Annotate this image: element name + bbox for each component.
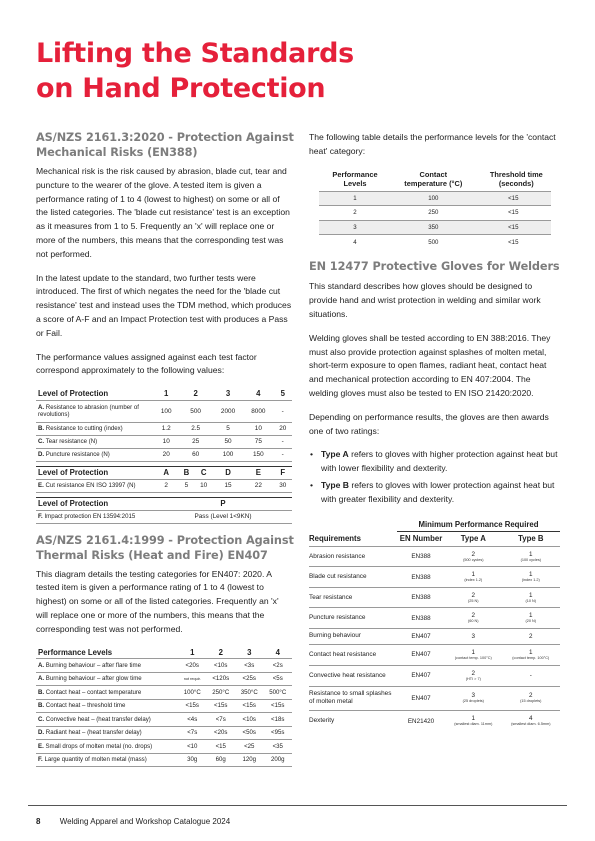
table-cell: EN407: [397, 665, 445, 686]
table-header: 3: [213, 388, 243, 400]
table-header: 4: [243, 388, 273, 400]
mechanical-heading-line-2: Mechanical Risks (EN388): [36, 146, 198, 159]
table-header-row: [36, 466, 292, 479]
table-header: Performance Levels: [332, 169, 378, 188]
table-header: A: [154, 466, 178, 479]
table-cell: <4s: [178, 713, 207, 727]
table-cell: <2s: [264, 659, 293, 673]
table-row: [319, 206, 551, 221]
type-b-value: 2: [529, 632, 533, 640]
table-cell: 30g: [178, 753, 207, 767]
table-cell: EN388: [397, 567, 445, 588]
page-number: 8: [36, 817, 41, 826]
type-b-note: (contact temp. 100°C): [512, 655, 550, 660]
mechanical-paragraph-1: Mechanical risk is the risk caused by abrasion, blade cut, tear and puncture to the wearer of the glove. A tested item is given a performance rating of 1 to 4 (lowest to highest) on some or all of the listed categories. The 'blade cut resistance' test is an exception as it measures from 1 to 5. Frequently an 'x' will replace one or more of the numbers, this means that the corresponding test was not performed.: [36, 166, 290, 259]
table-cell: [502, 567, 560, 588]
table-header: Type A: [460, 534, 486, 544]
table-header: F: [273, 466, 292, 479]
table-cell: EN21420: [397, 710, 445, 731]
table-cell: [445, 644, 502, 665]
type-b-value: 1: [529, 550, 533, 558]
welders-paragraph-1: This standard describes how gloves should be designed to provide hand and wrist protection in welding and similar work situations.: [309, 281, 541, 320]
table-cell: <120s: [207, 672, 236, 686]
table-cell: <5s: [264, 672, 293, 686]
table-cell: 10: [243, 422, 273, 435]
mechanical-heading: [36, 130, 292, 160]
table-cell: 30: [273, 479, 292, 492]
table-cell: 10: [194, 479, 212, 492]
table-cell: <15s: [235, 699, 264, 713]
rating-type-label: Type A: [321, 449, 349, 460]
table-header: Type B: [518, 534, 544, 544]
table-cell: 120g: [235, 753, 264, 767]
table-header: 2: [178, 388, 213, 400]
table-cell: <7s: [207, 713, 236, 727]
table-cell: Pass (Level 1<9KN): [154, 510, 292, 523]
thermal-paragraph-1: This diagram details the testing categories for EN407: 2020. A tested item is given a performance rating of 1 to 4 (lowest to highest) on some or all of the listed categories. Frequently an 'x' will replace one or more of the numbers, this means that the corresponding test was not performed.: [36, 568, 279, 634]
page-footer: [36, 817, 230, 827]
table-row: [319, 220, 551, 235]
welders-paragraph-2: Welding gloves shall be tested according to EN 388:2016. They must also provide protection against splashes of molten metal, short-term exposure to open flames, radiant heat, contact heat and mechanical protection according to EN 407:2004. The welding gloves must also be tested to EN ISO 21420:2020.: [309, 332, 551, 399]
table-header: 2: [207, 647, 236, 659]
table-header: 1: [178, 647, 207, 659]
table-cell: [502, 710, 560, 731]
table-cell: 2.5: [178, 422, 213, 435]
table-cell: <15s: [264, 699, 293, 713]
table-cell: -: [273, 400, 292, 422]
table-cell: [445, 567, 502, 588]
table-cell: -: [273, 448, 292, 461]
row-letter: C.: [38, 438, 45, 446]
table-cell: 25: [178, 435, 213, 448]
table-header: Requirements: [309, 534, 361, 544]
type-b-note: (15 droplets): [520, 699, 542, 704]
table-header-row: [309, 531, 560, 546]
table-cell: [445, 686, 502, 710]
type-a-value: 3: [471, 692, 476, 700]
table-cell: <95s: [264, 726, 293, 740]
table-cell: <15: [476, 220, 551, 235]
type-b-note: (index 1.2): [521, 578, 540, 583]
table-row: [319, 235, 551, 250]
table-cell: <25: [235, 740, 264, 754]
table-cell: <15s: [178, 699, 207, 713]
table-row: [36, 448, 292, 461]
type-b-value: 1: [529, 591, 533, 599]
table-cell-label: [36, 400, 154, 422]
table-cell-label: [36, 479, 154, 492]
table-cell: EN407: [397, 686, 445, 710]
table-cell: 150: [243, 448, 273, 461]
type-a-note: (index 1.2): [464, 578, 483, 583]
table-cell: not requir.: [178, 672, 207, 686]
contact-heat-table: [319, 170, 551, 250]
table-row: [36, 686, 292, 700]
row-letter: B.: [38, 702, 45, 710]
type-a-value: 2: [471, 669, 476, 677]
rating-type-label: Type B: [321, 480, 350, 491]
table-header: 5: [273, 388, 292, 400]
table-cell-label: [36, 753, 178, 767]
table-header: 1: [154, 388, 178, 400]
table-cell: <10s: [235, 713, 264, 727]
row-label: Contact heat – threshold time: [45, 702, 126, 710]
table-cell: [502, 644, 560, 665]
table-cell: 20: [154, 448, 178, 461]
table-header-row: [36, 497, 292, 510]
table-cell: 500: [391, 235, 476, 250]
table-cell-requirement: Blade cut resistance: [309, 567, 397, 588]
table-cell: [502, 665, 560, 686]
table-cell-label: [36, 740, 178, 754]
footer-catalogue-title: Welding Apparel and Workshop Catalogue 2024: [59, 817, 231, 826]
type-a-note: (smallest diam. 11mm): [454, 722, 493, 727]
table-header: Level of Protection: [36, 466, 154, 479]
type-b-value: 4: [529, 715, 533, 723]
list-item: [309, 447, 560, 475]
table-header: Level of Protection: [36, 497, 154, 510]
type-a-value: 1: [471, 648, 476, 656]
type-a-note: (25 droplets): [462, 699, 484, 704]
row-label: Burning behaviour – after glow time: [45, 675, 142, 683]
table-cell-label: [36, 435, 154, 448]
rating-list: [309, 447, 560, 506]
mechanical-levels-table: [36, 388, 292, 524]
row-label: Tear resistance (N): [45, 438, 98, 446]
table-header: EN Number: [399, 534, 443, 544]
table-cell-requirement: Resistance to small splashes of molten metal: [309, 686, 397, 710]
table-cell-requirement: Contact heat resistance: [309, 644, 397, 665]
table-cell: [502, 686, 560, 710]
table-cell: 350: [391, 220, 476, 235]
type-b-value: 1: [529, 648, 533, 656]
table-cell: 75: [243, 435, 273, 448]
table-cell: <15: [476, 191, 551, 206]
row-letter: F.: [38, 513, 43, 521]
table-cell: 250°C: [207, 686, 236, 700]
row-letter: D.: [38, 451, 45, 459]
row-label: Impact protection EN 13594:2015: [44, 513, 136, 521]
table-header: Contact temperature (°C): [404, 169, 463, 188]
type-a-note: (500 cycles): [463, 557, 484, 562]
table-row: [36, 510, 292, 523]
table-cell-requirement: Puncture resistance: [309, 608, 397, 629]
table-header: Performance Levels: [36, 647, 178, 659]
table-cell: <50s: [235, 726, 264, 740]
row-letter: F.: [38, 756, 43, 764]
row-label: Cut resistance EN ISO 13997 (N): [45, 482, 136, 490]
table-row: [36, 699, 292, 713]
row-letter: A.: [38, 675, 45, 683]
table-cell: 2: [319, 206, 391, 221]
table-cell: 4: [319, 235, 391, 250]
table-cell: 8000: [243, 400, 273, 422]
table-cell-label: [36, 659, 178, 673]
table-cell-requirement: Dexterity: [309, 710, 397, 731]
table-cell: <7s: [178, 726, 207, 740]
rating-description: refers to gloves with higher protection against heat but with lower flexibility and dexterity.: [321, 449, 558, 474]
table-cell: 22: [243, 479, 273, 492]
table-cell: 50: [213, 435, 243, 448]
row-letter: E.: [38, 482, 44, 490]
table-cell: <3s: [235, 659, 264, 673]
table-cell-requirement: Convective heat resistance: [309, 665, 397, 686]
table-row: [319, 191, 551, 206]
table-cell: <35: [264, 740, 293, 754]
row-letter: B.: [38, 425, 45, 433]
table-cell-label: [36, 672, 178, 686]
type-b-note: (smallest diam. 6.5mm): [511, 722, 551, 727]
thermal-heading-line-2: Thermal Risks (Heat and Fire) EN407: [36, 548, 268, 562]
table-cell: <20s: [207, 726, 236, 740]
type-b-value: -: [529, 672, 532, 680]
thermal-heading: [36, 533, 292, 563]
table-cell: EN407: [397, 644, 445, 665]
table-cell: [445, 628, 502, 644]
type-a-value: 1: [471, 715, 476, 723]
table-cell: EN388: [397, 608, 445, 629]
list-item: [309, 478, 560, 506]
table-cell: 3: [319, 220, 391, 235]
type-a-note: (25 N): [468, 598, 479, 603]
table-header: 4: [264, 647, 293, 659]
table-cell: [502, 546, 560, 567]
table-row: [36, 422, 292, 435]
table-cell: [445, 587, 502, 608]
table-cell: [445, 710, 502, 731]
table-row: [36, 740, 292, 754]
table-row: [309, 587, 560, 608]
type-b-value: 1: [529, 571, 533, 579]
table-row: [36, 753, 292, 767]
type-a-value: 2: [471, 591, 476, 599]
table-cell: [445, 665, 502, 686]
table-row: [309, 628, 560, 644]
table-cell: <10: [178, 740, 207, 754]
right-column: [309, 131, 560, 731]
table-row: [309, 608, 560, 629]
type-a-note: (60 N): [468, 619, 479, 624]
table-cell: 500: [178, 400, 213, 422]
table-cell-requirement: Tear resistance: [309, 587, 397, 608]
table-header: P: [154, 497, 292, 510]
table-cell: [445, 608, 502, 629]
type-b-value: 2: [529, 692, 533, 700]
table-cell: [445, 546, 502, 567]
table-header-row: [36, 388, 292, 400]
row-label: Small drops of molten metal (no. drops): [45, 742, 153, 750]
table-cell: 10: [154, 435, 178, 448]
table-header-row: [319, 170, 551, 192]
row-label: Contact heat – contact temperature: [45, 688, 142, 696]
table-cell: EN388: [397, 546, 445, 567]
table-header: D: [213, 466, 243, 479]
table-header: E: [243, 466, 273, 479]
table-cell: 1.2: [154, 422, 178, 435]
table-row: [309, 665, 560, 686]
type-a-value: 2: [471, 550, 476, 558]
table-group-header-row: [309, 518, 560, 531]
table-cell: [502, 608, 560, 629]
thermal-levels-table: [36, 647, 292, 768]
table-cell: [502, 628, 560, 644]
left-column: [36, 130, 292, 767]
table-cell: 5: [178, 479, 194, 492]
table-cell: <15: [476, 206, 551, 221]
table-cell-label: [36, 686, 178, 700]
table-row: [309, 567, 560, 588]
table-cell: 1: [319, 191, 391, 206]
type-b-note: (100 cycles): [520, 557, 542, 562]
row-letter: D.: [38, 729, 45, 737]
table-cell: <15: [476, 235, 551, 250]
contact-heat-intro: The following table details the performance levels for the 'contact heat' category:: [309, 132, 556, 156]
type-b-note: (10 N): [525, 598, 537, 603]
type-b-value: 1: [529, 612, 533, 620]
row-letter: E.: [38, 742, 44, 750]
table-cell: <20s: [178, 659, 207, 673]
table-row: [36, 672, 292, 686]
table-row: [309, 546, 560, 567]
thermal-heading-line-1: AS/NZS 2161.4:1999 - Protection Against: [36, 533, 294, 547]
type-a-value: 2: [471, 612, 476, 620]
table-row: [36, 659, 292, 673]
table-cell: 20: [273, 422, 292, 435]
table-cell-label: [36, 726, 178, 740]
row-label: Resistance to cutting (index): [45, 425, 123, 433]
table-cell-label: [36, 448, 154, 461]
row-label: Burning behaviour – after flare time: [45, 661, 141, 669]
welders-paragraph-3: Depending on performance results, the gloves are then awards one of two ratings:: [309, 411, 549, 436]
rating-description: refers to gloves with lower protection against heat but with greater flexibility and dexterity.: [321, 480, 555, 505]
table-cell: 15: [213, 479, 243, 492]
table-header-row: [36, 647, 292, 659]
table-cell-requirement: Abrasion resistance: [309, 546, 397, 567]
table-cell: EN407: [397, 628, 445, 644]
table-row: [36, 713, 292, 727]
table-header: Level of Protection: [36, 388, 154, 400]
table-header: Threshold time (seconds): [489, 169, 543, 188]
type-a-note: (contact temp. 100°C): [454, 655, 492, 660]
table-cell: <18s: [264, 713, 293, 727]
row-label: Convective heat – (heat transfer delay): [45, 715, 151, 723]
row-letter: A.: [38, 661, 45, 669]
page-title: [36, 36, 556, 106]
table-row: [36, 435, 292, 448]
mechanical-paragraph-3: The performance values assigned against each test factor correspond approximately to the following values:: [36, 351, 257, 376]
table-cell-label: [36, 699, 178, 713]
table-row: [309, 686, 560, 710]
table-header: 3: [235, 647, 264, 659]
mechanical-paragraph-2: In the latest update to the standard, two further tests were introduced. The first of which negates the need for the 'blade cut resistance' test and instead uses the TDM method, which produces a score of A-F and an Impact Protection test with produces a Pass or Fail.: [36, 272, 292, 338]
table-cell: 60: [178, 448, 213, 461]
table-cell-label: [36, 713, 178, 727]
row-label: Radiant heat – (heat transfer delay): [45, 729, 142, 737]
table-cell: 100: [213, 448, 243, 461]
table-cell: EN388: [397, 587, 445, 608]
table-header: C: [194, 466, 212, 479]
table-cell: [502, 587, 560, 608]
table-cell: <25s: [235, 672, 264, 686]
row-letter: A.: [38, 404, 45, 412]
table-cell-requirement: Burning behaviour: [309, 628, 397, 644]
table-cell: 100: [391, 191, 476, 206]
row-label: Puncture resistance (N): [45, 451, 110, 459]
table-row: [309, 710, 560, 731]
footer-divider: [28, 805, 567, 806]
table-cell: 2000: [213, 400, 243, 422]
type-a-value: 1: [471, 571, 476, 579]
page-title-line-1: Lifting the Standards: [36, 38, 354, 69]
table-cell: 2: [154, 479, 178, 492]
table-group-header: Minimum Performance Required: [397, 518, 560, 531]
welder-requirements-table: [309, 518, 560, 731]
table-cell: <15: [207, 740, 236, 754]
table-cell: 100: [154, 400, 178, 422]
table-cell: <15s: [207, 699, 236, 713]
type-b-note: (20 N): [525, 619, 537, 624]
table-cell-label: [36, 422, 154, 435]
row-letter: C.: [38, 715, 45, 723]
table-cell: 250: [391, 206, 476, 221]
table-cell: <10s: [207, 659, 236, 673]
table-row: [36, 479, 292, 492]
type-a-value: 3: [471, 632, 476, 640]
table-cell: 200g: [264, 753, 293, 767]
row-letter: B.: [38, 688, 45, 696]
table-cell-label: [36, 510, 154, 523]
table-cell: 100°C: [178, 686, 207, 700]
table-row: [36, 400, 292, 422]
table-cell: -: [273, 435, 292, 448]
table-cell: 350°C: [235, 686, 264, 700]
type-a-note: (HTI > 7): [465, 676, 481, 681]
table-cell: 500°C: [264, 686, 293, 700]
table-header: B: [178, 466, 194, 479]
row-label: Resistance to abrasion (number of revolutions): [38, 404, 139, 419]
mechanical-heading-line-1: AS/NZS 2161.3:2020 - Protection Against: [36, 131, 294, 144]
table-cell: 5: [213, 422, 243, 435]
welders-heading: EN 12477 Protective Gloves for Welders: [309, 260, 560, 274]
row-label: Large quantity of molten metal (mass): [44, 756, 147, 764]
table-cell: 60g: [207, 753, 236, 767]
table-row: [36, 726, 292, 740]
table-row: [309, 644, 560, 665]
page-title-line-2: on Hand Protection: [36, 73, 326, 104]
